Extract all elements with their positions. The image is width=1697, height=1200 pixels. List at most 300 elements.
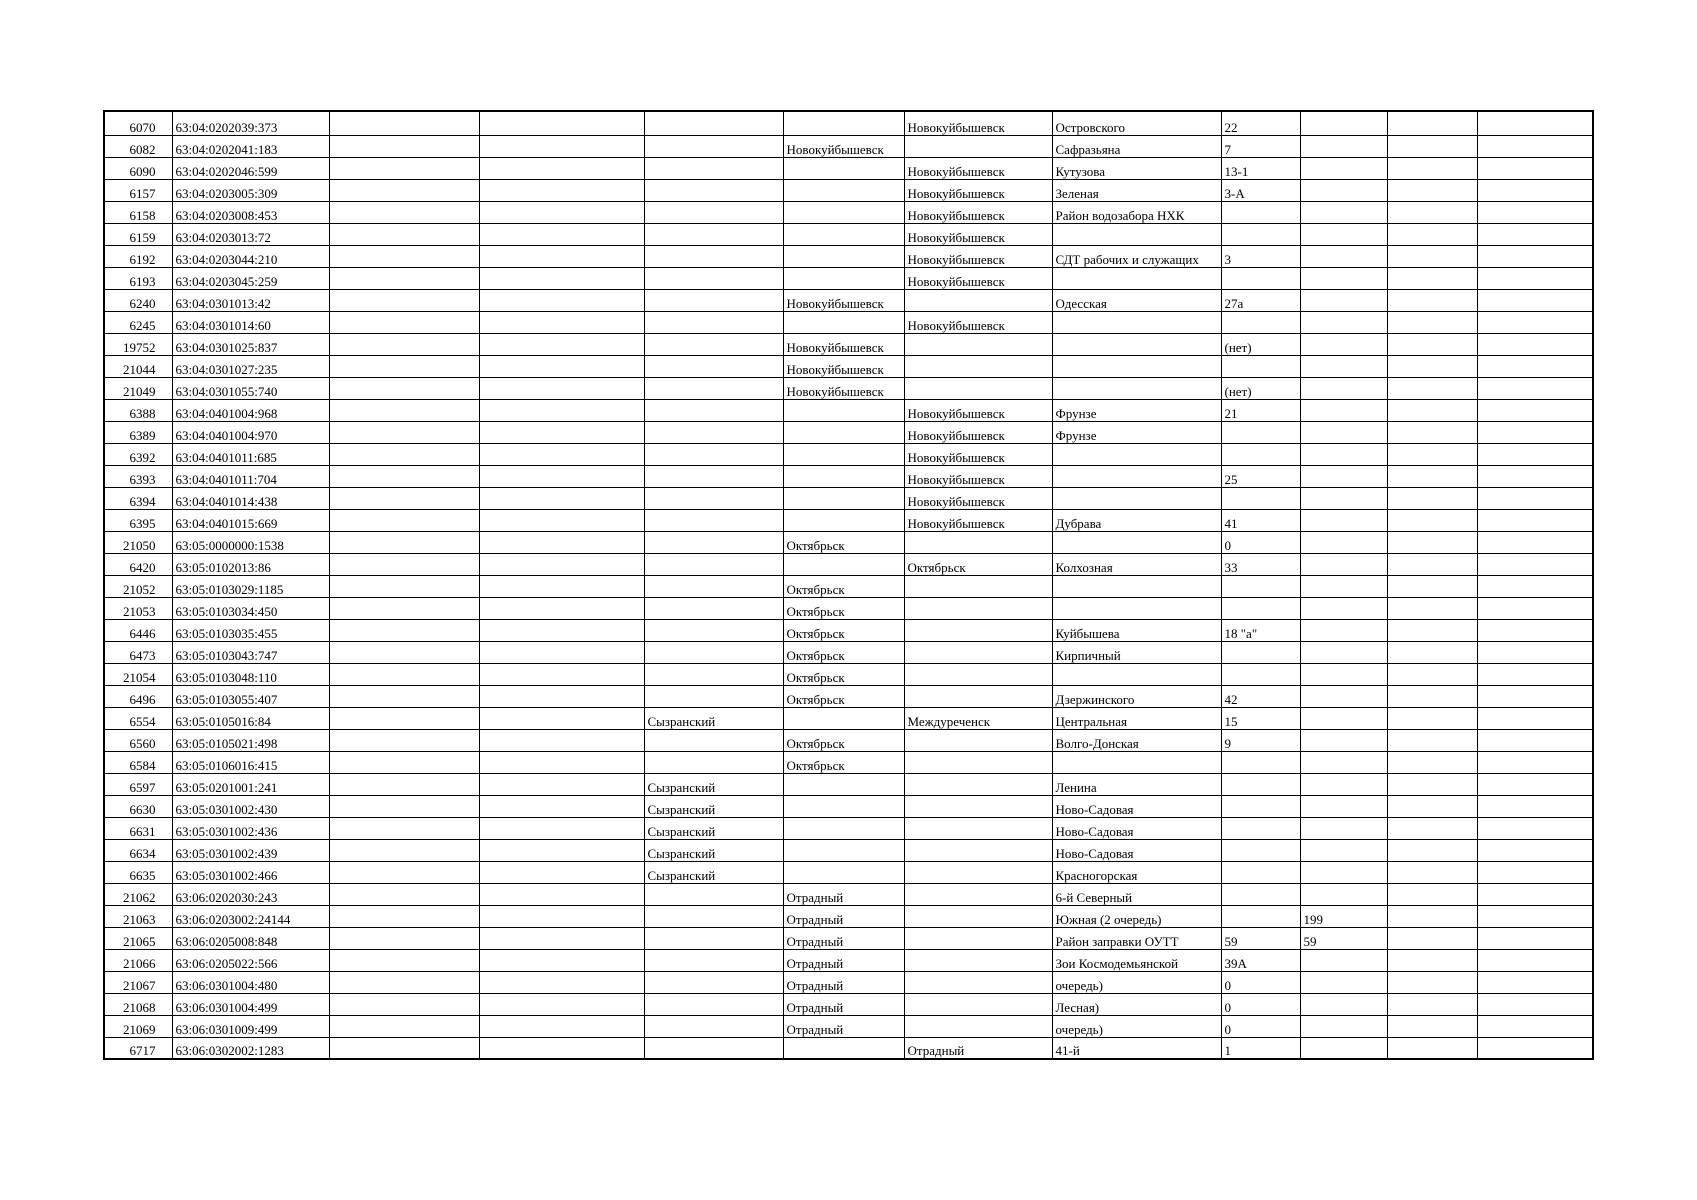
table-cell (1300, 399, 1387, 421)
table-cell (644, 135, 783, 157)
table-cell (904, 905, 1052, 927)
table-cell (1052, 267, 1221, 289)
table-cell: 59 (1221, 927, 1300, 949)
table-row (104, 223, 1593, 245)
table-cell: Центральная (1052, 707, 1221, 729)
table-cell: 63:05:0103034:450 (172, 597, 329, 619)
table-cell (1387, 795, 1477, 817)
table-cell: 63:04:0203013:72 (172, 223, 329, 245)
table-cell (1221, 421, 1300, 443)
table-row (104, 861, 1593, 883)
table-cell: 18 "а" (1221, 619, 1300, 641)
table-cell (479, 993, 644, 1015)
table-cell (479, 685, 644, 707)
table-cell (1387, 267, 1477, 289)
table-cell (1300, 111, 1387, 135)
table-cell: Колхозная (1052, 553, 1221, 575)
table-cell (904, 355, 1052, 377)
table-cell (479, 355, 644, 377)
table-cell: 21054 (104, 663, 172, 685)
table-cell: 63:05:0106016:415 (172, 751, 329, 773)
table-cell (1477, 905, 1593, 927)
table-cell: Октябрьск (783, 641, 904, 663)
table-cell (644, 641, 783, 663)
table-cell: 21044 (104, 355, 172, 377)
table-cell (1300, 685, 1387, 707)
table-cell (1387, 399, 1477, 421)
table-cell: Новокуйбышевск (904, 487, 1052, 509)
table-row (104, 619, 1593, 641)
table-cell (1477, 883, 1593, 905)
table-cell (644, 553, 783, 575)
table-cell: 3 (1221, 245, 1300, 267)
table-cell (783, 311, 904, 333)
table-cell (1052, 311, 1221, 333)
table-cell: Одесская (1052, 289, 1221, 311)
table-row (104, 553, 1593, 575)
table-cell: 63:05:0301002:439 (172, 839, 329, 861)
table-cell: Кирпичный (1052, 641, 1221, 663)
table-row (104, 773, 1593, 795)
table-cell (479, 531, 644, 553)
table-cell: Отрадный (783, 971, 904, 993)
table-cell: 63:05:0103029:1185 (172, 575, 329, 597)
table-cell: 6630 (104, 795, 172, 817)
table-cell: 63:05:0103035:455 (172, 619, 329, 641)
table-cell (1387, 861, 1477, 883)
table-cell: 63:04:0301025:837 (172, 333, 329, 355)
table-cell (783, 245, 904, 267)
table-cell (479, 1015, 644, 1037)
table-cell (1052, 355, 1221, 377)
table-row (104, 487, 1593, 509)
table-cell (644, 223, 783, 245)
table-row (104, 1037, 1593, 1059)
table-cell (1477, 707, 1593, 729)
table-row (104, 157, 1593, 179)
table-cell: Новокуйбышевск (904, 465, 1052, 487)
table-cell: Зеленая (1052, 179, 1221, 201)
table-cell: 6634 (104, 839, 172, 861)
table-cell (1387, 817, 1477, 839)
table-cell: Новокуйбышевск (904, 201, 1052, 223)
table-cell (904, 619, 1052, 641)
table-cell (329, 619, 479, 641)
table-cell: 63:05:0000000:1538 (172, 531, 329, 553)
table-cell (479, 619, 644, 641)
table-cell (1387, 663, 1477, 685)
table-cell (1300, 443, 1387, 465)
table-row (104, 509, 1593, 531)
table-cell (1221, 487, 1300, 509)
table-cell: Отрадный (783, 1015, 904, 1037)
table-cell (644, 949, 783, 971)
table-cell: 21067 (104, 971, 172, 993)
table-cell (1221, 597, 1300, 619)
table-cell (479, 597, 644, 619)
table-cell (1477, 751, 1593, 773)
table-cell (1477, 223, 1593, 245)
table-cell (1387, 773, 1477, 795)
table-cell (1477, 597, 1593, 619)
table-body (104, 111, 1593, 1059)
table-cell (1387, 377, 1477, 399)
table-cell (1300, 355, 1387, 377)
table-cell (1221, 267, 1300, 289)
table-cell: 6420 (104, 553, 172, 575)
table-cell (329, 179, 479, 201)
table-row (104, 927, 1593, 949)
table-cell (479, 773, 644, 795)
table-row (104, 817, 1593, 839)
table-cell (1221, 201, 1300, 223)
table-cell: Октябрьск (783, 575, 904, 597)
table-cell (1221, 663, 1300, 685)
table-cell: 63:05:0102013:86 (172, 553, 329, 575)
table-cell: Новокуйбышевск (904, 267, 1052, 289)
table-cell (479, 949, 644, 971)
table-cell: Район заправки ОУТТ (1052, 927, 1221, 949)
table-cell (1387, 597, 1477, 619)
table-cell (1477, 949, 1593, 971)
table-cell (1300, 817, 1387, 839)
table-cell (1387, 465, 1477, 487)
table-cell: Красногорская (1052, 861, 1221, 883)
table-cell (479, 509, 644, 531)
table-cell (1387, 993, 1477, 1015)
table-cell: 0 (1221, 531, 1300, 553)
table-cell: очередь) (1052, 971, 1221, 993)
table-cell: 63:05:0103048:110 (172, 663, 329, 685)
table-cell (1477, 663, 1593, 685)
table-cell (644, 971, 783, 993)
table-cell (479, 289, 644, 311)
table-cell (1477, 927, 1593, 949)
table-cell (644, 377, 783, 399)
table-cell: 41-й (1052, 1037, 1221, 1059)
table-cell (783, 421, 904, 443)
table-cell (1300, 971, 1387, 993)
table-cell (1300, 509, 1387, 531)
table-cell (329, 883, 479, 905)
table-cell (1052, 575, 1221, 597)
table-cell (1221, 839, 1300, 861)
table-cell (329, 267, 479, 289)
table-cell: Новокуйбышевск (904, 399, 1052, 421)
table-row (104, 971, 1593, 993)
table-cell (1300, 421, 1387, 443)
table-cell (783, 465, 904, 487)
table-cell (1300, 289, 1387, 311)
table-cell: Островского (1052, 111, 1221, 135)
table-cell (329, 1015, 479, 1037)
table-cell: 63:04:0301055:740 (172, 377, 329, 399)
table-cell (329, 465, 479, 487)
table-cell (1387, 443, 1477, 465)
table-cell: 42 (1221, 685, 1300, 707)
table-cell: Район водозабора НХК (1052, 201, 1221, 223)
table-cell (1300, 993, 1387, 1015)
table-cell: (нет) (1221, 377, 1300, 399)
table-cell (783, 1037, 904, 1059)
table-cell (904, 597, 1052, 619)
table-cell: 21052 (104, 575, 172, 597)
table-cell (1477, 795, 1593, 817)
table-cell (1387, 685, 1477, 707)
table-cell: 63:04:0401011:685 (172, 443, 329, 465)
table-cell (904, 685, 1052, 707)
table-row (104, 465, 1593, 487)
table-cell (1477, 993, 1593, 1015)
table-cell (1477, 399, 1593, 421)
table-cell (783, 443, 904, 465)
table-cell: Новокуйбышевск (904, 509, 1052, 531)
table-row (104, 201, 1593, 223)
table-cell: 6-й Северный (1052, 883, 1221, 905)
table-cell (783, 509, 904, 531)
table-cell (1221, 773, 1300, 795)
table-cell (1221, 861, 1300, 883)
table-cell: 63:04:0401015:669 (172, 509, 329, 531)
table-cell (644, 575, 783, 597)
table-cell (904, 949, 1052, 971)
table-cell (329, 245, 479, 267)
table-cell (1300, 179, 1387, 201)
table-cell (1300, 619, 1387, 641)
table-cell (644, 111, 783, 135)
table-row (104, 531, 1593, 553)
table-cell (644, 289, 783, 311)
table-cell (1477, 509, 1593, 531)
table-cell: 3-А (1221, 179, 1300, 201)
table-cell: Ленина (1052, 773, 1221, 795)
table-cell: 6193 (104, 267, 172, 289)
table-row (104, 421, 1593, 443)
table-cell (904, 729, 1052, 751)
table-cell: 63:04:0301013:42 (172, 289, 329, 311)
table-cell (1221, 751, 1300, 773)
table-cell: Новокуйбышевск (783, 355, 904, 377)
table-cell (1052, 751, 1221, 773)
table-row (104, 949, 1593, 971)
table-cell (329, 399, 479, 421)
table-cell (1477, 201, 1593, 223)
table-cell: Сызранский (644, 707, 783, 729)
table-cell (329, 311, 479, 333)
table-cell (1477, 311, 1593, 333)
table-cell: 63:05:0105021:498 (172, 729, 329, 751)
table-cell (479, 245, 644, 267)
table-cell (1477, 773, 1593, 795)
table-cell (783, 267, 904, 289)
table-cell (783, 861, 904, 883)
data-table (103, 110, 1594, 1060)
table-cell (1387, 927, 1477, 949)
table-cell (644, 157, 783, 179)
table-cell: (нет) (1221, 333, 1300, 355)
table-row (104, 707, 1593, 729)
table-cell: 6192 (104, 245, 172, 267)
table-cell: Отрадный (783, 993, 904, 1015)
table-cell (904, 839, 1052, 861)
table-cell (479, 135, 644, 157)
table-cell (1477, 355, 1593, 377)
table-cell: 33 (1221, 553, 1300, 575)
table-cell (479, 795, 644, 817)
table-cell: 6560 (104, 729, 172, 751)
table-cell: Новокуйбышевск (904, 223, 1052, 245)
table-cell (1221, 641, 1300, 663)
table-cell: Дзержинского (1052, 685, 1221, 707)
table-cell: 6392 (104, 443, 172, 465)
table-cell (644, 399, 783, 421)
table-cell: Сызранский (644, 795, 783, 817)
table-cell: Отрадный (783, 905, 904, 927)
table-cell (1221, 817, 1300, 839)
table-cell: Сафразьяна (1052, 135, 1221, 157)
table-cell: 21050 (104, 531, 172, 553)
table-cell (329, 201, 479, 223)
table-cell (1387, 223, 1477, 245)
table-cell: Сызранский (644, 839, 783, 861)
table-cell (644, 993, 783, 1015)
table-cell: 63:05:0301002:466 (172, 861, 329, 883)
table-cell: 41 (1221, 509, 1300, 531)
table-cell (1477, 685, 1593, 707)
table-cell (1477, 377, 1593, 399)
table-cell (1387, 707, 1477, 729)
table-cell: 21066 (104, 949, 172, 971)
table-cell: 6717 (104, 1037, 172, 1059)
table-cell: 6388 (104, 399, 172, 421)
table-row (104, 179, 1593, 201)
table-cell (1300, 465, 1387, 487)
table-cell (479, 905, 644, 927)
table-cell (1477, 839, 1593, 861)
table-cell (479, 443, 644, 465)
table-cell: 6496 (104, 685, 172, 707)
table-cell: 0 (1221, 971, 1300, 993)
table-cell (904, 663, 1052, 685)
table-row (104, 905, 1593, 927)
table-cell (479, 553, 644, 575)
table-cell (1477, 861, 1593, 883)
table-cell (1387, 135, 1477, 157)
table-cell (479, 729, 644, 751)
table-cell (329, 289, 479, 311)
table-cell (329, 839, 479, 861)
table-row (104, 839, 1593, 861)
table-cell (1477, 971, 1593, 993)
table-row (104, 311, 1593, 333)
table-cell: 6070 (104, 111, 172, 135)
table-cell: 6082 (104, 135, 172, 157)
table-cell: 0 (1221, 993, 1300, 1015)
table-cell (1387, 111, 1477, 135)
table-cell (1387, 311, 1477, 333)
table-cell (329, 817, 479, 839)
table-cell: 63:05:0103043:747 (172, 641, 329, 663)
table-cell (329, 949, 479, 971)
table-cell (1387, 333, 1477, 355)
table-cell: 63:04:0203044:210 (172, 245, 329, 267)
table-row (104, 685, 1593, 707)
table-cell: 6446 (104, 619, 172, 641)
table-cell: Новокуйбышевск (783, 289, 904, 311)
table-cell (1300, 267, 1387, 289)
table-cell: 15 (1221, 707, 1300, 729)
table-cell (783, 817, 904, 839)
table-cell: 25 (1221, 465, 1300, 487)
table-cell (329, 157, 479, 179)
table-cell: очередь) (1052, 1015, 1221, 1037)
table-cell (479, 927, 644, 949)
table-cell: Октябрьск (783, 663, 904, 685)
table-cell (479, 201, 644, 223)
table-cell (329, 927, 479, 949)
table-cell (644, 685, 783, 707)
table-cell: Отрадный (783, 949, 904, 971)
table-cell (329, 993, 479, 1015)
table-cell (644, 751, 783, 773)
table-cell (783, 179, 904, 201)
table-cell (1300, 751, 1387, 773)
table-cell (329, 861, 479, 883)
table-cell: 6395 (104, 509, 172, 531)
table-cell: Октябрьск (904, 553, 1052, 575)
table-row (104, 333, 1593, 355)
table-cell (479, 817, 644, 839)
table-cell (904, 773, 1052, 795)
table-cell (1477, 1037, 1593, 1059)
table-cell (1300, 949, 1387, 971)
table-cell: 63:04:0301027:235 (172, 355, 329, 377)
table-cell (1477, 111, 1593, 135)
table-row (104, 267, 1593, 289)
table-cell (644, 179, 783, 201)
table-cell (1221, 795, 1300, 817)
table-cell (644, 619, 783, 641)
table-cell (1477, 157, 1593, 179)
table-cell (783, 707, 904, 729)
table-cell: Сызранский (644, 773, 783, 795)
table-cell (479, 663, 644, 685)
table-cell (644, 509, 783, 531)
table-cell (1387, 179, 1477, 201)
table-cell (904, 641, 1052, 663)
table-cell (1300, 1015, 1387, 1037)
table-cell (1387, 839, 1477, 861)
table-cell: Междуреченск (904, 707, 1052, 729)
table-cell (479, 971, 644, 993)
table-row (104, 135, 1593, 157)
table-cell (1477, 289, 1593, 311)
table-cell (479, 333, 644, 355)
table-cell: 63:04:0401011:704 (172, 465, 329, 487)
table-cell: Зои Космодемьянской (1052, 949, 1221, 971)
table-cell: 6394 (104, 487, 172, 509)
table-cell (479, 575, 644, 597)
table-cell (479, 399, 644, 421)
table-cell (904, 861, 1052, 883)
table-cell: 21068 (104, 993, 172, 1015)
table-cell (1221, 443, 1300, 465)
table-cell: 63:04:0401014:438 (172, 487, 329, 509)
table-cell (329, 663, 479, 685)
table-cell: 63:06:0203002:24144 (172, 905, 329, 927)
table-cell (1300, 333, 1387, 355)
table-cell (1477, 443, 1593, 465)
